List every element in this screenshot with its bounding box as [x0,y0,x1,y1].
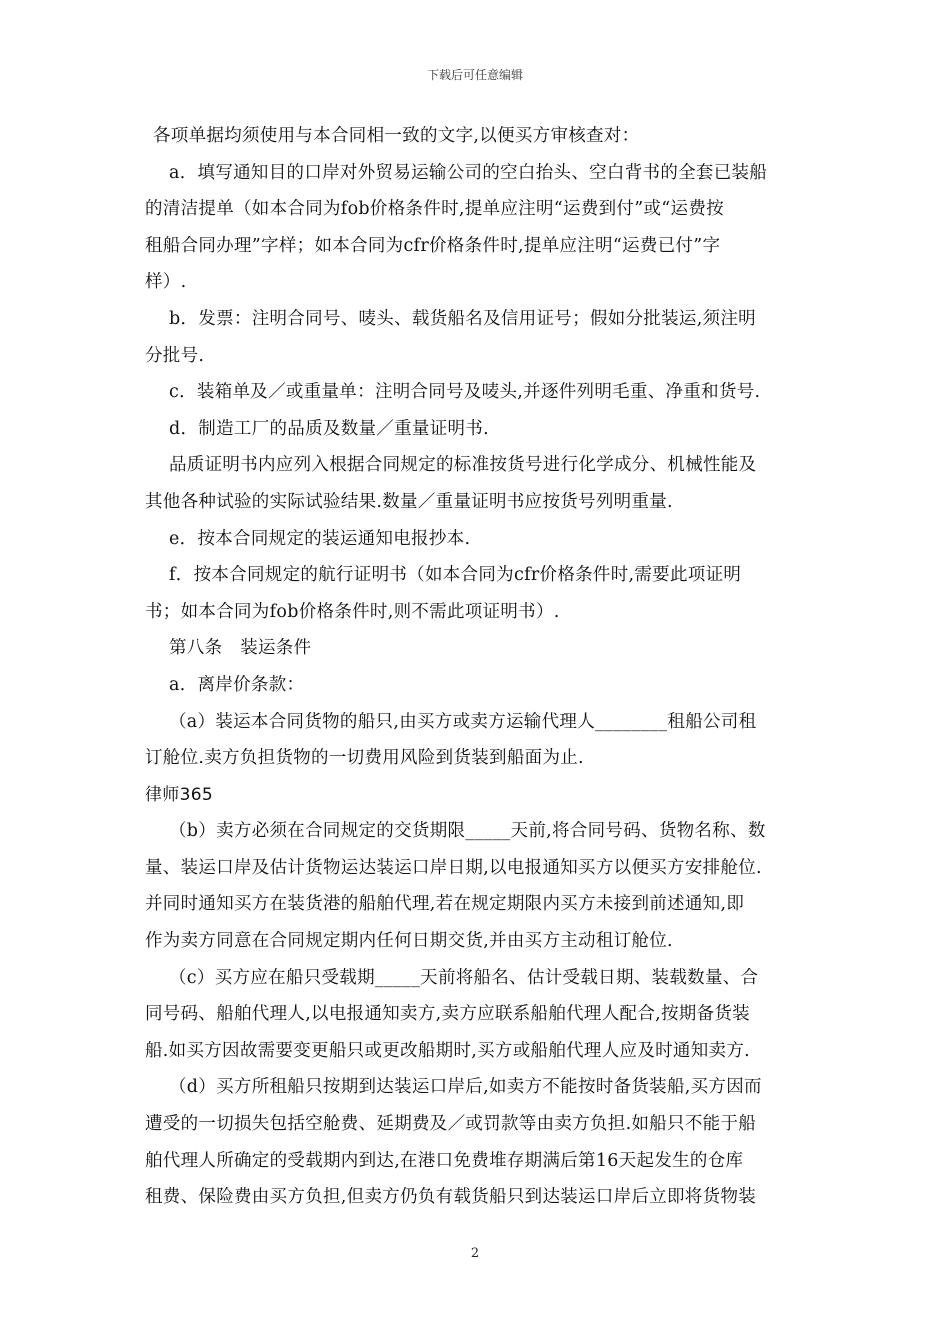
body-line: a．离岸价条款： [169,674,305,695]
body-line: a．填写通知目的口岸对外贸易运输公司的空白抬头、空白背书的全套已装船 [169,162,768,183]
body-line: 量、装运口岸及估计货物运达装运口岸日期,以电报通知买方以便买方安排舱位. [145,857,762,878]
page-number: 2 [470,1246,480,1261]
body-line: b．发票：注明合同号、唛头、载货船名及信用证号；假如分批装运,须注明 [169,308,756,329]
body-line: 书；如本合同为fob价格条件时,则不需此项证明书）. [145,601,560,622]
body-line: f．按本合同规定的航行证明书（如本合同为cfr价格条件时,需要此项证明 [169,565,742,586]
body-line: 船.如买方因故需要变更船只或更改船期时,买方或船舶代理人应及时通知卖方. [145,1040,750,1061]
body-line: c．装箱单及／或重量单：注明合同号及唛头,并逐件列明毛重、净重和货号. [169,382,761,403]
body-line: 各项单据均须使用与本合同相一致的文字,以便买方审核查对： [153,126,640,146]
body-line: 分批号. [145,345,205,366]
body-line: 作为卖方同意在合同规定期内任何日期交货,并由买方主动租订舱位. [145,931,673,952]
body-line: （c）买方应在船只受载期_____天前将船名、估计受载日期、装载数量、合 [169,967,759,988]
body-line: （a）装运本合同货物的船只,由买方或卖方运输代理人________租船公司租 [169,711,757,732]
body-line: 的清洁提单（如本合同为fob价格条件时,提单应注明“运费到付”或“运费按 [145,199,724,220]
body-line: 订舱位.卖方负担货物的一切费用风险到货装到船面为止. [145,748,584,769]
body-line: （b）卖方必须在合同规定的交货期限_____天前,将合同号码、货物名称、数 [169,821,766,842]
body-line: 遭受的一切损失包括空舱费、延期费及／或罚款等由卖方负担.如船只不能于船 [145,1114,757,1135]
body-line: d．制造工厂的品质及数量／重量证明书. [169,418,489,439]
page-header: 下载后可任意编辑 [426,68,523,82]
body-line: 舶代理人所确定的受载期内到达,在港口免费堆存期满后第16天起发生的仓库 [145,1150,744,1171]
body-line: 并同时通知买方在装货港的船舶代理,若在规定期限内买方未接到前述通知,即 [145,894,745,915]
body-line: 租船合同办理”字样；如本合同为cfr价格条件时,提单应注明“运费已付”字 [145,235,721,256]
section-heading: 第八条 装运条件 [169,638,312,659]
body-line: 租费、保险费由买方负担,但卖方仍负有载货船只到达装运口岸后立即将货物装 [145,1187,757,1208]
document-body [145,118,805,1216]
body-line: 其他各种试验的实际试验结果.数量／重量证明书应按货号列明重量. [145,491,673,512]
body-line: 样）. [145,272,187,293]
body-line: 律师365 [145,784,213,805]
body-line: （d）买方所租船只按期到达装运口岸后,如卖方不能按时备货装船,买方因而 [169,1077,762,1098]
body-line: 同号码、船舶代理人,以电报通知卖方,卖方应联系船舶代理人配合,按期备货装 [145,1004,750,1025]
body-line: 品质证明书内应列入根据合同规定的标准按货号进行化学成分、机械性能及 [169,455,757,476]
body-line: e．按本合同规定的装运通知电报抄本. [169,528,471,549]
